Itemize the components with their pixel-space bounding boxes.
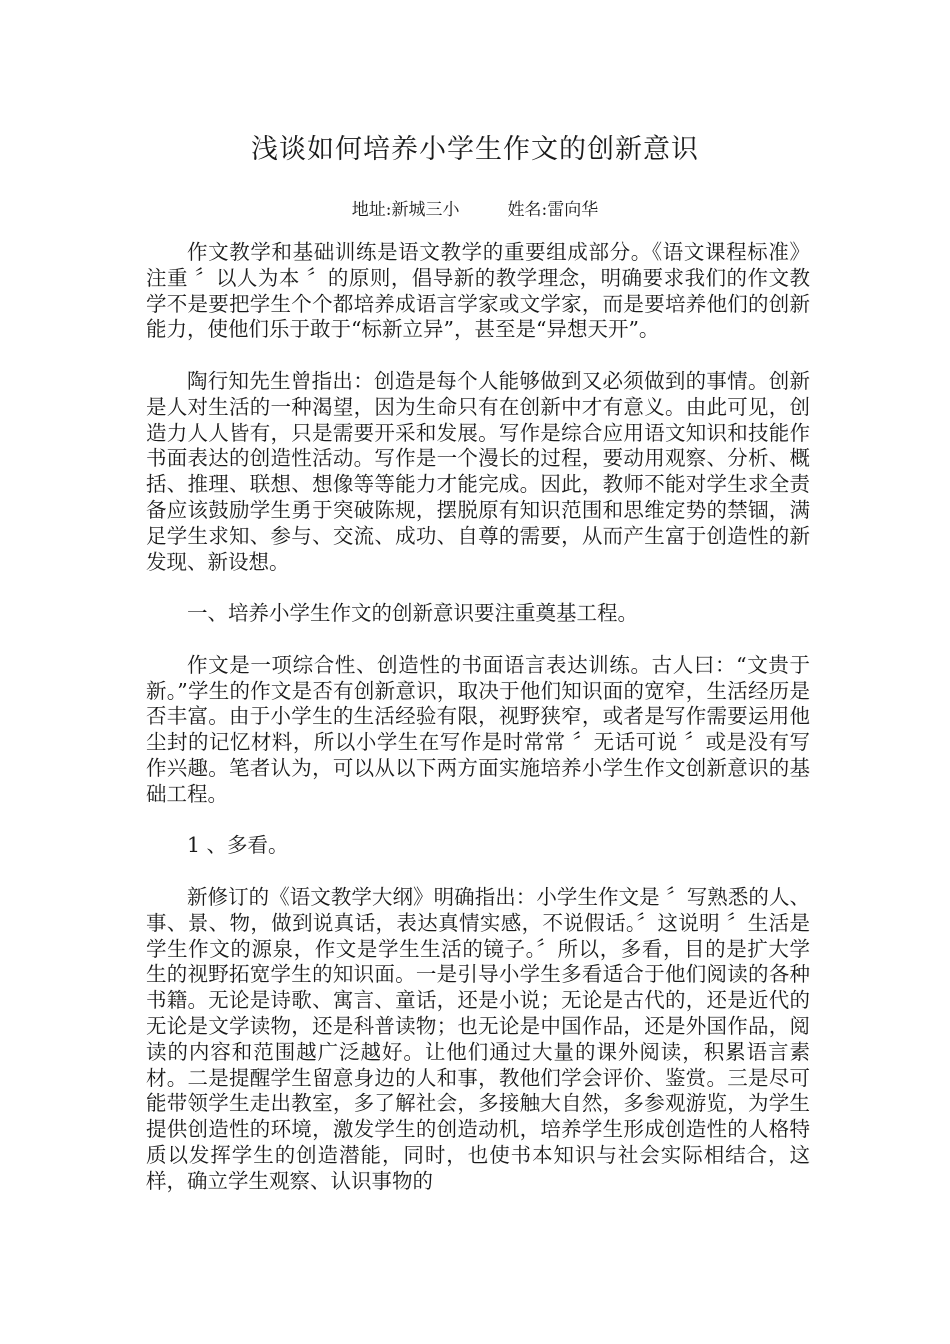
- paragraph-section-1: 作文是一项综合性、创造性的书面语言表达训练。古人曰：“文贵于新。”学生的作文是否有创新意识，取决于他们知识面的宽窄，生活经历是否丰富。由于小学生的生活经验有限，视野狭窄，或者是写作需要运用他尘封的记忆材料，所以小学生在写作是时常常 〞无话可说 〞或是没有写作兴趣。笔者认为，可以从以下两方面实施培养小学生作文创新意识的基础工程。: [146, 652, 810, 806]
- author-name: 姓名:雷向华: [507, 200, 599, 220]
- document-title: 浅谈如何培养小学生作文的创新意识: [251, 134, 699, 165]
- author-address: 地址:新城三小: [351, 200, 460, 220]
- section-heading-1: 一、培养小学生作文的创新意识要注重奠基工程。: [187, 601, 638, 626]
- paragraph-intro: 作文教学和基础训练是语文教学的重要组成部分。《语文课程标准》注重 〞以人为本 〞的原则，倡导新的教学理念，明确要求我们的作文教学不是要把学生个个都培养成语言学家或文学家，而是要培养他们的创新能力，使他们乐于敢于“标新立异”，甚至是“异想天开”。: [146, 240, 810, 342]
- byline: [0, 197, 950, 223]
- paragraph-subsection-1: 新修订的《语文教学大纲》明确指出：小学生作文是 〞写熟悉的人、事、景、物，做到说真话，表达真情实感，不说假话。〞这说明 〞生活是学生作文的源泉，作文是学生生活的镜子。〞所以，多看，目的是扩大学生的视野拓宽学生的知识面。一是引导小学生多看适合于他们阅读的各种书籍。无论是诗歌、寓言、童话，还是小说；无论是古代的，还是近代的无论是文学读物，还是科普读物；也无论是中国作品，还是外国作品，阅读的内容和范围越广泛越好。让他们通过大量的课外阅读，积累语言素材。二是提醒学生留意身边的人和事，教他们学会评价、鉴赏。三是尽可能带领学生走出教室，多了解社会，多接触大自然，多参观游览，为学生提供创造性的环境，激发学生的创造动机，培养学生形成创造性的人格特质以发挥学生的创造潜能，同时，也使书本知识与社会实际相结合，这样，确立学生观察、认识事物的: [146, 884, 810, 1193]
- subsection-heading-1: 1 、多看。: [187, 833, 289, 858]
- paragraph-tao-xingzhi: 陶行知先生曾指出：创造是每个人能够做到又必须做到的事情。创新是人对生活的一种渴望，因为生命只有在创新中才有意义。由此可见，创造力人人皆有，只是需要开采和发展。写作是综合应用语文知识和技能作书面表达的创造性活动。写作是一个漫长的过程，要动用观察、分析、概括、推理、联想、想像等等能力才能完成。因此，教师不能对学生求全责备应该鼓励学生勇于突破陈规，摆脱原有知识范围和思维定势的禁锢，满足学生求知、参与、交流、成功、自尊的需要，从而产生富于创造性的新发现、新设想。: [146, 368, 810, 574]
- document-body: [146, 240, 810, 1194]
